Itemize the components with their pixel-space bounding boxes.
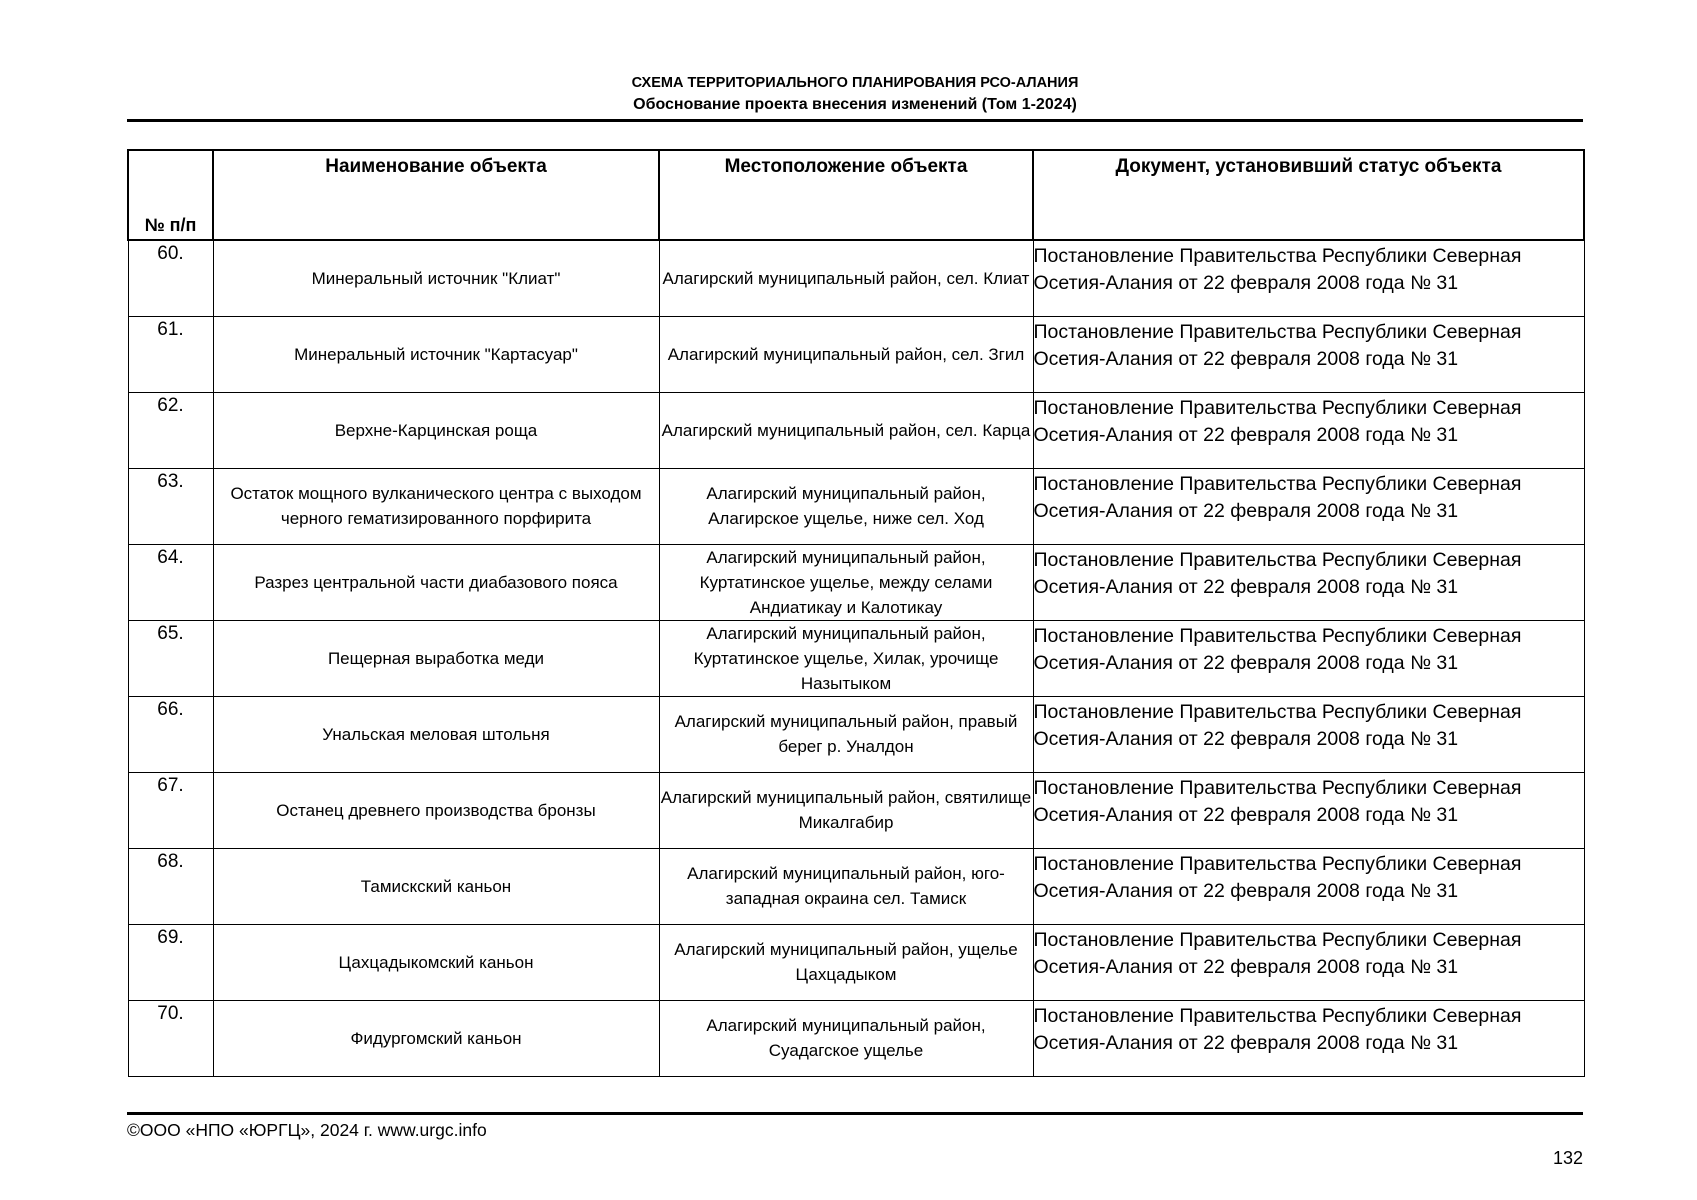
table-row — [128, 316, 1584, 392]
status-document: Постановление Правительства Республики Северная Осетия-Алания от 22 февраля 2008 года № 31 — [1033, 240, 1584, 316]
objects-table — [127, 149, 1585, 1077]
status-document: Постановление Правительства Республики Северная Осетия-Алания от 22 февраля 2008 года № 31 — [1033, 392, 1584, 468]
row-number: 66. — [128, 696, 213, 772]
table-row — [128, 544, 1584, 620]
row-number: 70. — [128, 1000, 213, 1076]
object-location: Алагирский муниципальный район, Суадагское ущелье — [659, 1000, 1033, 1076]
object-name: Пещерная выработка меди — [213, 620, 659, 696]
object-location: Алагирский муниципальный район, юго-западная окраина сел. Тамиск — [659, 848, 1033, 924]
column-header-number: № п/п — [128, 150, 213, 240]
table-row — [128, 620, 1584, 696]
status-document: Постановление Правительства Республики Северная Осетия-Алания от 22 февраля 2008 года № 31 — [1033, 696, 1584, 772]
table-row — [128, 1000, 1584, 1076]
object-location: Алагирский муниципальный район, Алагирское ущелье, ниже сел. Ход — [659, 468, 1033, 544]
row-number: 67. — [128, 772, 213, 848]
row-number: 60. — [128, 240, 213, 316]
object-name: Унальская меловая штольня — [213, 696, 659, 772]
status-document: Постановление Правительства Республики Северная Осетия-Алания от 22 февраля 2008 года № 31 — [1033, 1000, 1584, 1076]
object-name: Верхне-Карцинская роща — [213, 392, 659, 468]
table-row — [128, 392, 1584, 468]
object-location: Алагирский муниципальный район, сел. Клиат — [659, 240, 1033, 316]
page-header — [127, 72, 1583, 116]
status-document: Постановление Правительства Республики Северная Осетия-Алания от 22 февраля 2008 года № 31 — [1033, 468, 1584, 544]
object-location: Алагирский муниципальный район, правый берег р. Уналдон — [659, 696, 1033, 772]
status-document: Постановление Правительства Республики Северная Осетия-Алания от 22 февраля 2008 года № 31 — [1033, 620, 1584, 696]
column-header-location: Местоположение объекта — [659, 150, 1033, 240]
object-name: Минеральный источник "Картасуар" — [213, 316, 659, 392]
table-row — [128, 772, 1584, 848]
page-number: 132 — [1552, 1148, 1583, 1168]
row-number: 65. — [128, 620, 213, 696]
status-document: Постановление Правительства Республики Северная Осетия-Алания от 22 февраля 2008 года № 31 — [1033, 848, 1584, 924]
document-subtitle: Обоснование проекта внесения изменений (Том 1-2024) — [633, 96, 1077, 113]
table-row — [128, 848, 1584, 924]
object-location: Алагирский муниципальный район, Куртатинское ущелье, между селами Андиатикау и Калотикау — [659, 544, 1033, 620]
object-name: Фидургомский каньон — [213, 1000, 659, 1076]
object-location: Алагирский муниципальный район, сел. Згил — [659, 316, 1033, 392]
object-location: Алагирский муниципальный район, святилище Микалгабир — [659, 772, 1033, 848]
footer-copyright: ©ООО «НПО «ЮРГЦ», 2024 г. www.urgc.info — [127, 1120, 487, 1140]
status-document: Постановление Правительства Республики Северная Осетия-Алания от 22 февраля 2008 года № 31 — [1033, 772, 1584, 848]
object-name: Остаток мощного вулканического центра с выходом черного гематизированного порфирита — [213, 468, 659, 544]
table-row — [128, 696, 1584, 772]
object-location: Алагирский муниципальный район, Куртатинское ущелье, Хилак, урочище Назытыком — [659, 620, 1033, 696]
object-name: Минеральный источник "Клиат" — [213, 240, 659, 316]
status-document: Постановление Правительства Республики Северная Осетия-Алания от 22 февраля 2008 года № 31 — [1033, 316, 1584, 392]
table-row — [128, 468, 1584, 544]
row-number: 64. — [128, 544, 213, 620]
object-location: Алагирский муниципальный район, сел. Карца — [659, 392, 1033, 468]
object-name: Останец древнего производства бронзы — [213, 772, 659, 848]
object-name: Разрез центральной части диабазового пояса — [213, 544, 659, 620]
row-number: 68. — [128, 848, 213, 924]
row-number: 69. — [128, 924, 213, 1000]
header-divider — [127, 119, 1583, 122]
footer-divider — [127, 1112, 1583, 1115]
document-title: СХЕМА ТЕРРИТОРИАЛЬНОГО ПЛАНИРОВАНИЯ РСО-АЛАНИЯ — [631, 75, 1079, 91]
status-document: Постановление Правительства Республики Северная Осетия-Алания от 22 февраля 2008 года № 31 — [1033, 924, 1584, 1000]
row-number: 61. — [128, 316, 213, 392]
object-name: Цахцадыкомский каньон — [213, 924, 659, 1000]
object-location: Алагирский муниципальный район, ущелье Цахцадыком — [659, 924, 1033, 1000]
column-header-name: Наименование объекта — [213, 150, 659, 240]
column-header-document: Документ, установивший статус объекта — [1033, 150, 1584, 240]
row-number: 63. — [128, 468, 213, 544]
row-number: 62. — [128, 392, 213, 468]
status-document: Постановление Правительства Республики Северная Осетия-Алания от 22 февраля 2008 года № 31 — [1033, 544, 1584, 620]
object-name: Тамискский каньон — [213, 848, 659, 924]
table-row — [128, 924, 1584, 1000]
table-header-row — [128, 150, 1584, 240]
table-row — [128, 240, 1584, 316]
